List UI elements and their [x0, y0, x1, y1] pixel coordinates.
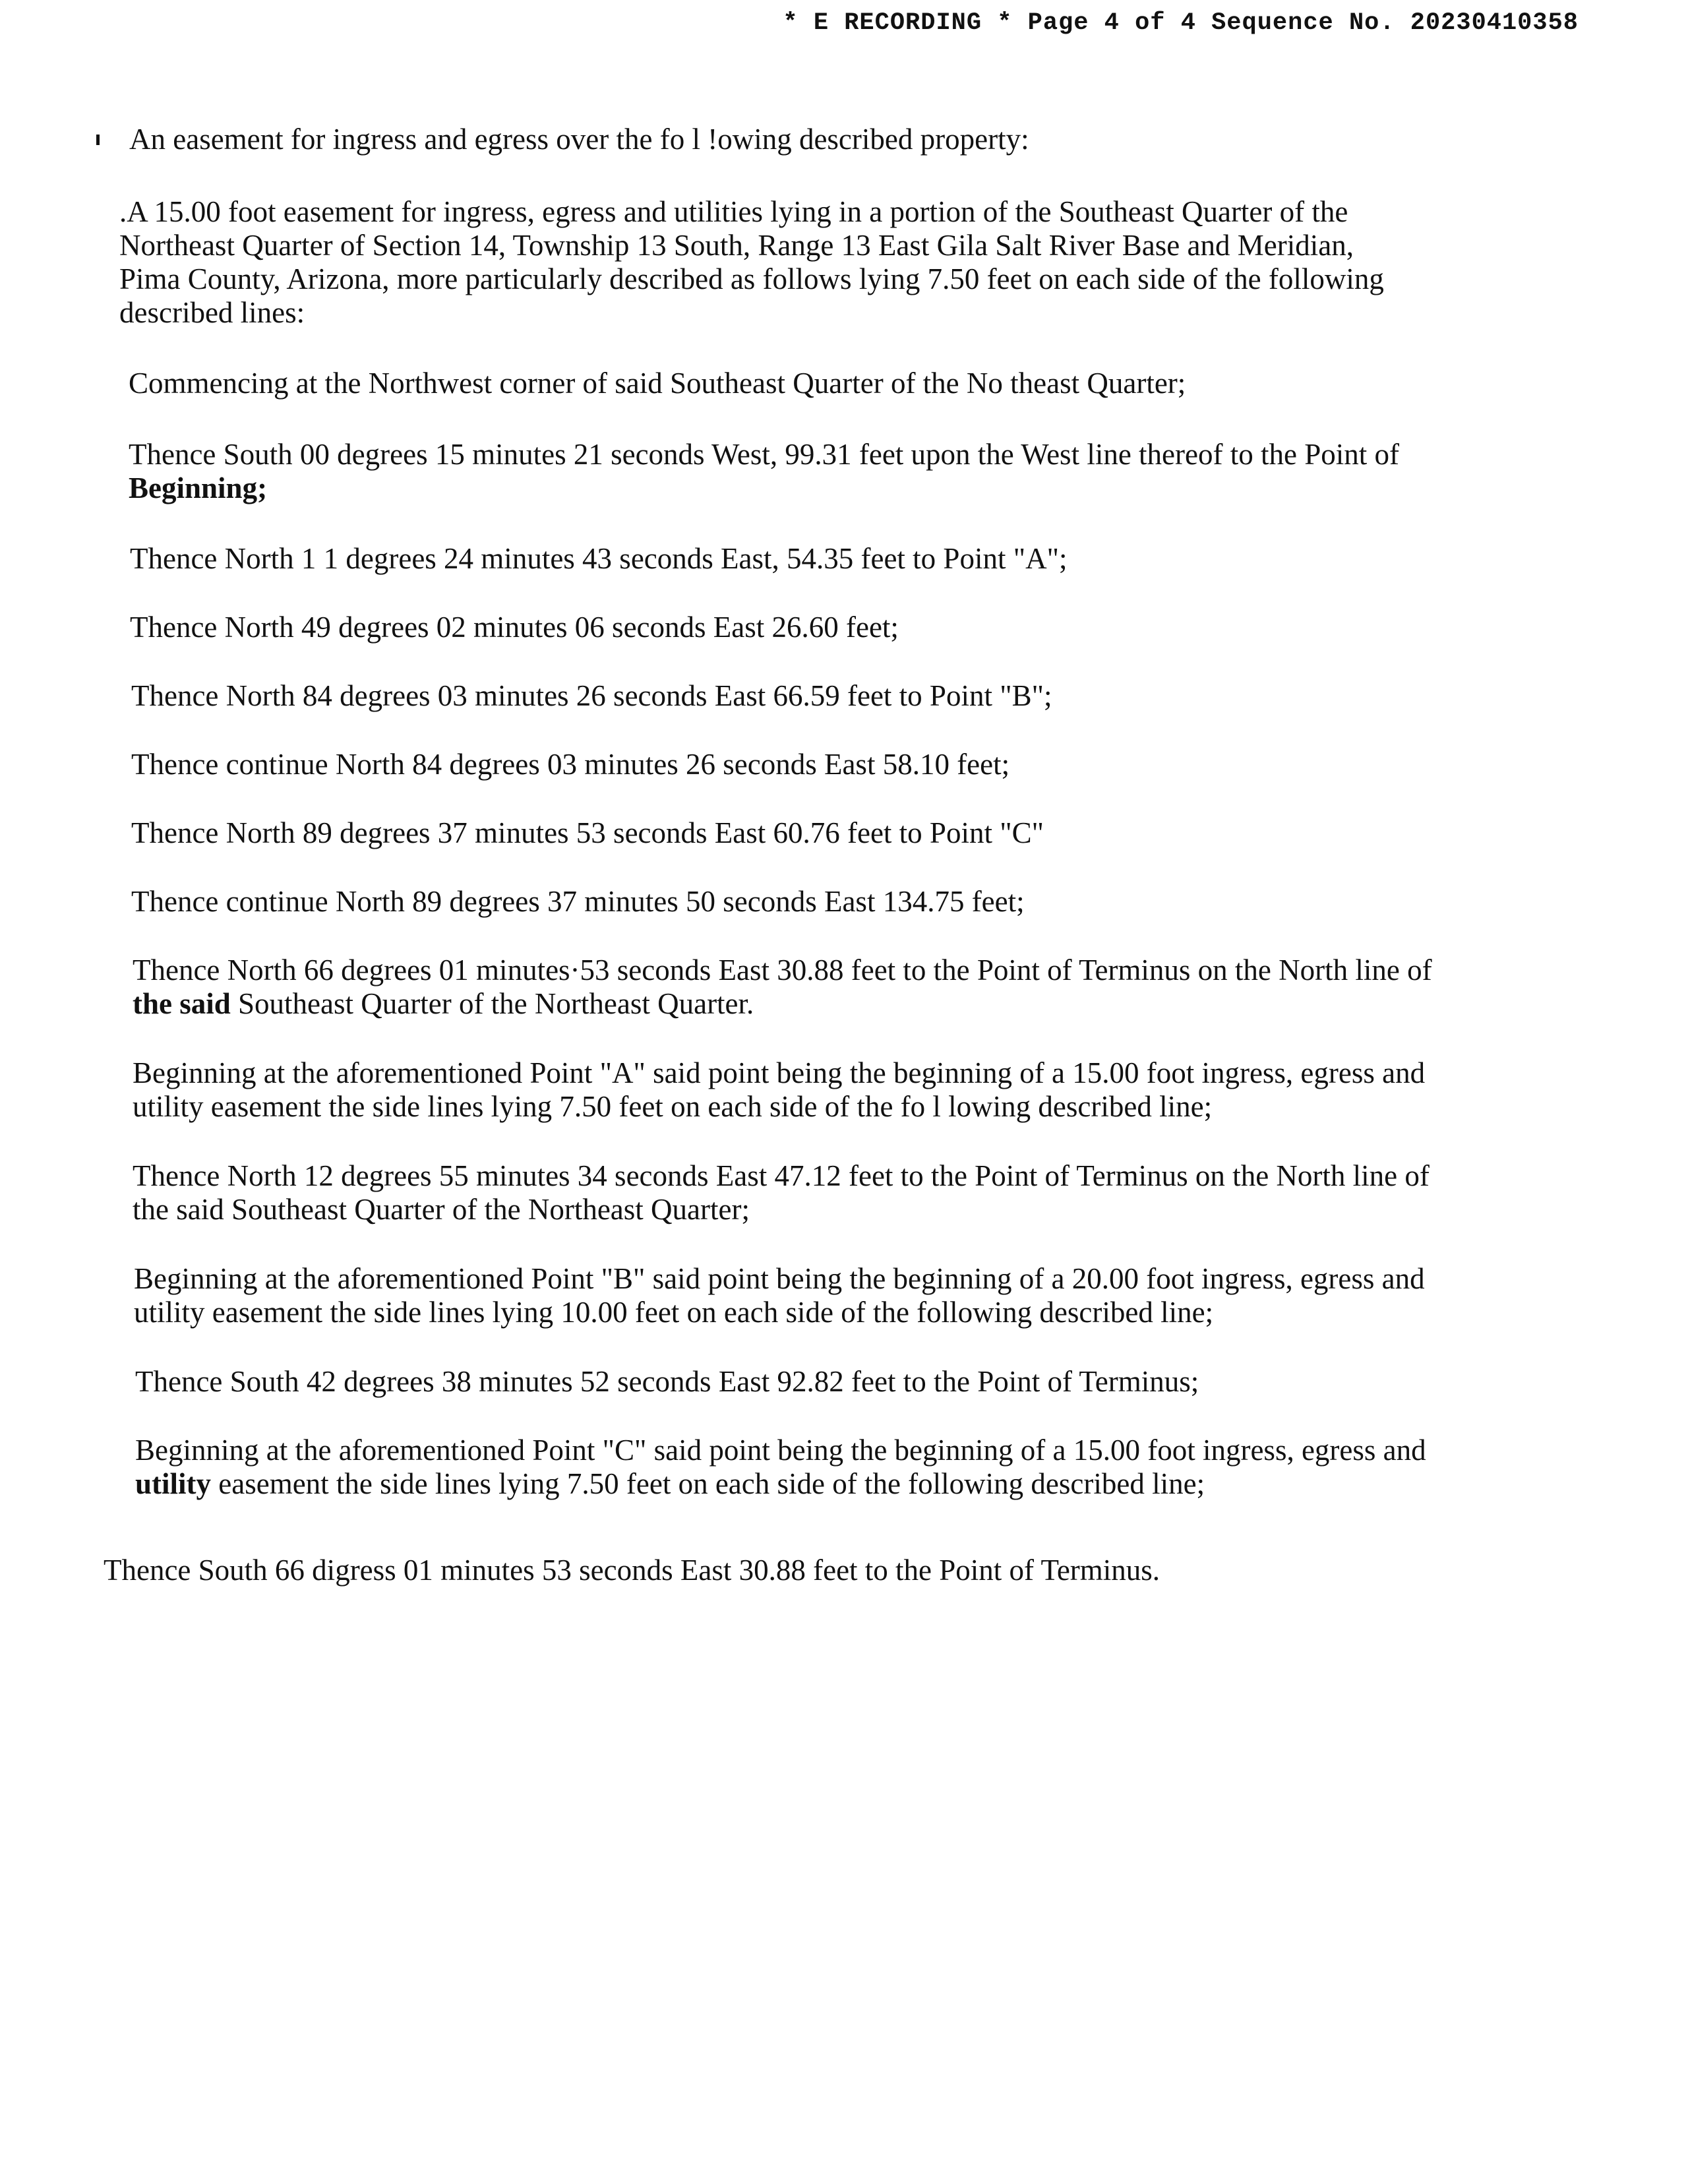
course-text-rest: Southeast Quarter of the Northeast Quarter.	[230, 987, 754, 1020]
commencing-paragraph: Commencing at the Northwest corner of said Southeast Quarter of the No theast Quarter;	[129, 367, 1186, 400]
paragraph-text: Beginning at the aforementioned Point "C" said point being the beginning of a 15.00 foot ingress, egress and	[135, 1434, 1426, 1467]
recording-header: * E RECORDING * Page 4 of 4 Sequence No. 20230410358	[783, 9, 1579, 37]
point-b-course: Thence South 42 degrees 38 minutes 52 seconds East 92.82 feet to the Point of Terminus;	[135, 1365, 1199, 1398]
point-a-course: Thence North 12 degrees 55 minutes 34 seconds East 47.12 feet to the Point of Terminus on the North line of the said Southeast Quarter of the Northeast Quarter;	[133, 1159, 1430, 1226]
course-4: Thence continue North 84 degrees 03 minutes 26 seconds East 58.10 feet;	[131, 748, 1010, 781]
point-a-easement-paragraph: Beginning at the aforementioned Point "A" said point being the beginning of a 15.00 foot ingress, egress and utility easement the side lines lying 7.50 feet on each side of the fo l lowing described line;	[133, 1056, 1426, 1123]
utility-label: utility	[135, 1467, 212, 1500]
beginning-label: Beginning;	[129, 471, 268, 504]
course-to-point-b: Thence North 84 degrees 03 minutes 26 seconds East 66.59 feet to Point "B";	[131, 679, 1052, 712]
course-text: Thence South 00 degrees 15 minutes 21 seconds West, 99.31 feet upon the West line thereof to the Point of	[129, 438, 1399, 471]
course-2: Thence North 49 degrees 02 minutes 06 seconds East 26.60 feet;	[130, 611, 899, 644]
easement-description: .A 15.00 foot easement for ingress, egress and utilities lying in a portion of the Southeast Quarter of the Northeast Quarter of Section 14, Township 13 South, Range 13 East Gila Salt River Base and Meridian, Pima County, Arizona, more particularly described as follows lying 7.50 feet on each side of the following described lines:	[119, 195, 1384, 329]
bullet-mark	[96, 135, 100, 145]
easement-intro: An easement for ingress and egress over the fo l !owing described property:	[129, 123, 1029, 156]
course-text: Thence North 66 degrees 01 minutes·53 seconds East 30.88 feet to the Point of Terminus on the North line of	[133, 954, 1432, 986]
course-point-of-beginning	[129, 438, 1399, 505]
course-to-point-a: Thence North 1 1 degrees 24 minutes 43 seconds East, 54.35 feet to Point "A";	[130, 542, 1068, 575]
paragraph-text-rest: easement the side lines lying 7.50 feet on each side of the following described line;	[211, 1467, 1205, 1500]
course-6: Thence continue North 89 degrees 37 minutes 50 seconds East 134.75 feet;	[131, 885, 1025, 918]
point-b-easement-paragraph: Beginning at the aforementioned Point "B" said point being the beginning of a 20.00 foot ingress, egress and utility easement the side lines lying 10.00 feet on each side of the following described line;	[134, 1262, 1425, 1329]
point-c-course: Thence South 66 digress 01 minutes 53 seconds East 30.88 feet to the Point of Terminus.	[104, 1554, 1160, 1587]
course-to-point-c: Thence North 89 degrees 37 minutes 53 seconds East 60.76 feet to Point "C"	[131, 816, 1044, 849]
course-to-terminus	[133, 954, 1432, 1021]
point-c-easement-paragraph	[135, 1434, 1426, 1501]
the-said-label: the said	[133, 987, 231, 1020]
